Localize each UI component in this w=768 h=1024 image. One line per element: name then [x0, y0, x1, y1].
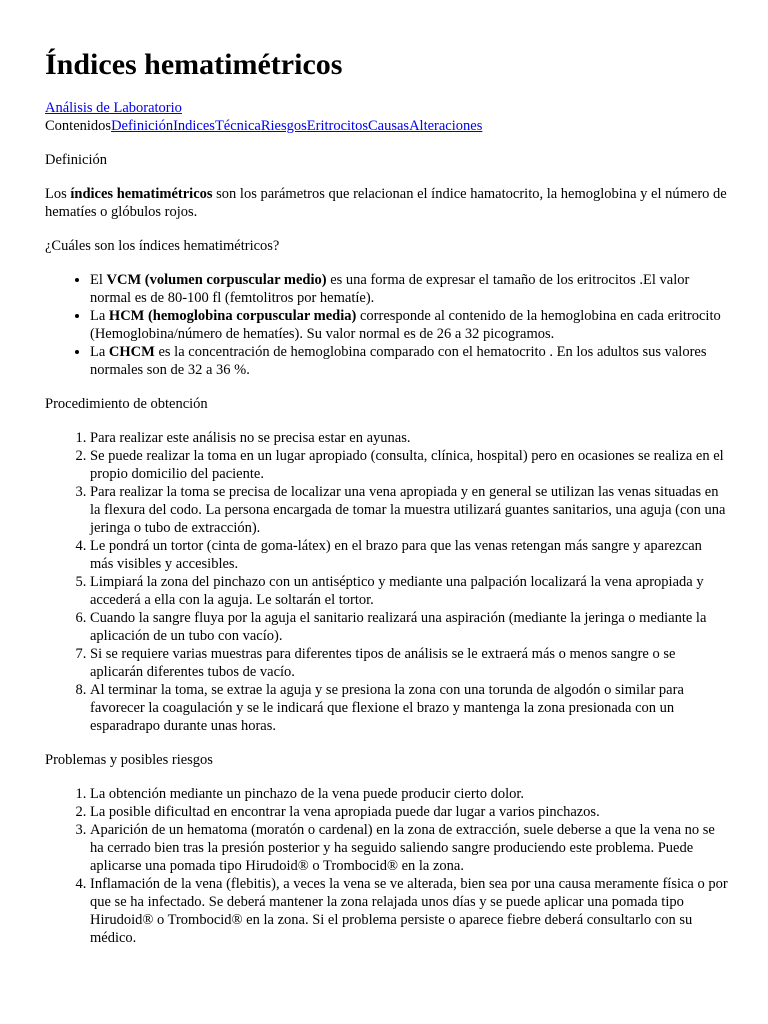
- page-title: Índices hematimétricos: [45, 48, 343, 81]
- contents-link-definicion[interactable]: Definición: [111, 118, 174, 134]
- list-item: 2. La posible dificultad en encontrar la vena apropiada puede dar lugar a varios pinchazos.: [90, 803, 728, 821]
- risks-list: [45, 785, 728, 947]
- definition-text-pre: Los: [45, 186, 71, 202]
- item-term: VCM (volumen corpuscular medio): [106, 272, 327, 288]
- definition-text-post: son los parámetros que relacionan el índice hamatocrito, la hemoglobina y el número de hematíes o glóbulos rojos.: [45, 186, 727, 220]
- list-item: 2. Se puede realizar la toma en un lugar apropiado (consulta, clínica, hospital) pero en ocasiones se realiza en el propio domicilio del paciente.: [90, 447, 728, 483]
- procedure-heading: Procedimiento de obtención: [45, 396, 208, 412]
- definition-term: índices hematimétricos: [70, 186, 213, 202]
- list-item: 3. Aparición de un hematoma (moratón o cardenal) en la zona de extracción, suele deberse a que la vena no se ha cerrado bien tras la presión posterior y ha seguido saliendo sangre produciendo este problema. Puede aplicarse una pomada tipo Hirudoid® o Trombocid® en la zona.: [90, 821, 728, 875]
- breadcrumb-link-analisis[interactable]: Análisis de Laboratorio: [45, 100, 182, 116]
- indices-list: [45, 271, 728, 379]
- definition-paragraph: [45, 185, 728, 221]
- contents-link-indices[interactable]: Indices: [173, 118, 215, 134]
- list-item: 8. Al terminar la toma, se extrae la aguja y se presiona la zona con una torunda de algodón o similar para favorecer la coagulación y se le indicará que flexione el brazo y mantenga la zona presionada con un esparadrapo durante unas horas.: [90, 681, 728, 735]
- list-item: 4. Le pondrá un tortor (cinta de goma-látex) en el brazo para que las venas retengan más sangre y aparezcan más visibles y accesibles.: [90, 537, 728, 573]
- risks-heading: Problemas y posibles riesgos: [45, 752, 213, 768]
- contents-link-eritrocitos[interactable]: Eritrocitos: [306, 118, 368, 134]
- item-text-post: es una forma de expresar el tamaño de los eritrocitos .El valor normal es de 80-100 fl (femtolitros por hematíe).: [90, 272, 690, 306]
- item-text-pre: El: [90, 272, 107, 288]
- list-item: [90, 343, 728, 379]
- item-text-pre: La: [90, 308, 109, 324]
- list-item: 3. Para realizar la toma se precisa de localizar una vena apropiada y en general se utilizan las venas situadas en la flexura del codo. La persona encargada de tomar la muestra utilizará guantes sanitarios, una aguja (con una jeringa o tubo de extracción).: [90, 483, 728, 537]
- item-text-post: es la concentración de hemoglobina comparado con el hematocrito . En los adultos sus valores normales son de 32 a 36 %.: [90, 344, 707, 378]
- contents-label: Contenidos: [45, 118, 112, 134]
- definition-heading: Definición: [45, 152, 108, 168]
- breadcrumb: [45, 99, 728, 117]
- list-item: 4. Inflamación de la vena (flebitis), a veces la vena se ve alterada, bien sea por una causa meramente física o por que se ha infectado. Se deberá mantener la zona relajada unos días y se puede aplicar una pomada tipo Hirudoid® o Trombocid® en la zona. Si el problema persiste o aparece fiebre deberá consultarlo con su médico.: [90, 875, 728, 947]
- list-item: 6. Cuando la sangre fluya por la aguja el sanitario realizará una aspiración (mediante la jeringa o mediante la aplicación de un tubo con vacío).: [90, 609, 728, 645]
- contents-link-causas[interactable]: Causas: [367, 118, 410, 134]
- list-item: 1. La obtención mediante un pinchazo de la vena puede producir cierto dolor.: [90, 785, 728, 803]
- contents-link-alteraciones[interactable]: Alteraciones: [409, 118, 483, 134]
- item-text-pre: La: [90, 344, 109, 360]
- contents-nav: [45, 117, 728, 135]
- list-item: [90, 271, 728, 307]
- list-item: 1. Para realizar este análisis no se precisa estar en ayunas.: [90, 429, 728, 447]
- list-item: 7. Si se requiere varias muestras para diferentes tipos de análisis se le extraerá más o menos sangre o se aplicarán diferentes tubos de vacío.: [90, 645, 728, 681]
- indices-question: ¿Cuáles son los índices hematimétricos?: [45, 238, 280, 254]
- contents-link-tecnica[interactable]: Técnica: [214, 118, 261, 134]
- item-text-post: corresponde al contenido de la hemoglobina en cada eritrocito (Hemoglobina/número de hematíes). Su valor normal es de 26 a 32 picogramos.: [90, 308, 721, 342]
- contents-link-riesgos[interactable]: Riesgos: [260, 118, 307, 134]
- item-term: CHCM: [108, 344, 155, 360]
- list-item: 5. Limpiará la zona del pinchazo con un antiséptico y mediante una palpación localizará la vena apropiada y accederá a ella con la aguja. Le soltarán el tortor.: [90, 573, 728, 609]
- list-item: [90, 307, 728, 343]
- item-term: HCM (hemoglobina corpuscular media): [108, 308, 357, 324]
- procedure-list: [45, 429, 728, 735]
